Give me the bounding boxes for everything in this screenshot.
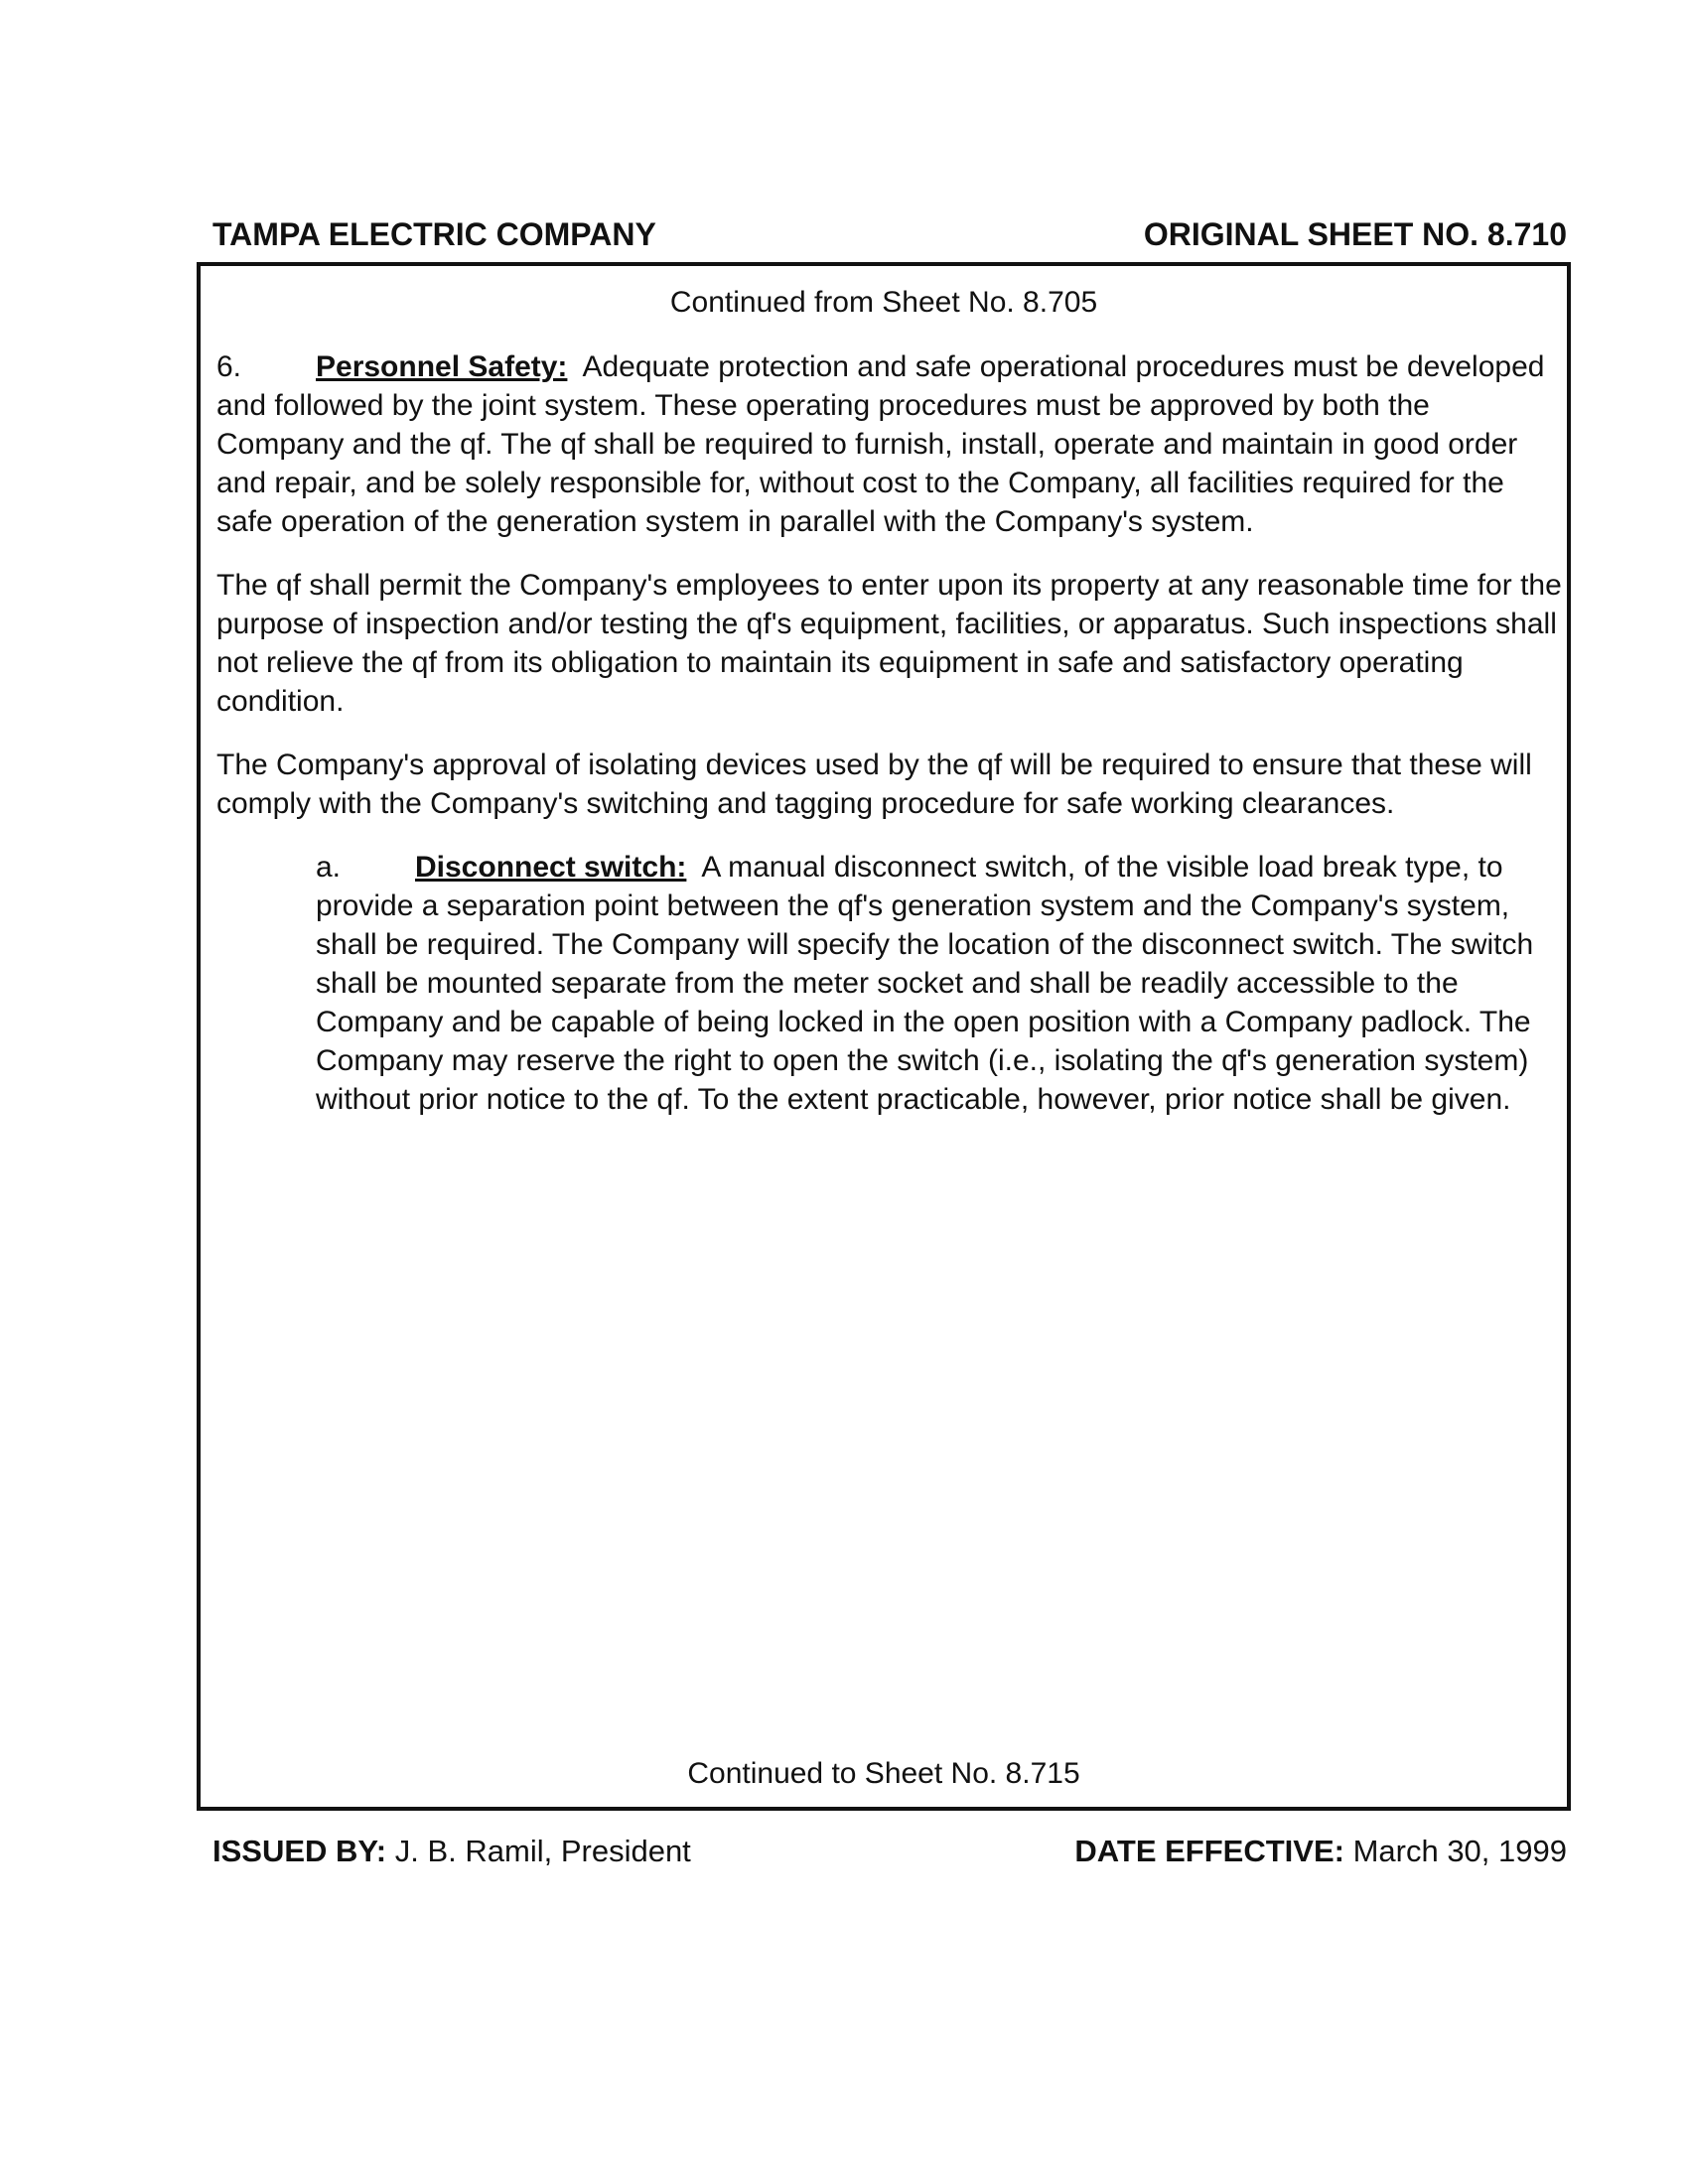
section-heading: Personnel Safety: (316, 350, 568, 383)
item-heading: Disconnect switch: (415, 851, 687, 884)
item-a-paragraph (316, 848, 1562, 1119)
section-text: Adequate protection and safe operational procedures must be developed and followed by the joint system. These operating procedures must be approved by both the Company and the qf. The qf shall be required to furnish, install, operate and maintain in good order and repair, and be solely responsible for, without cost to the Company, all facilities required for the safe operation of the generation system in parallel with the Company's system. (216, 350, 1545, 538)
inspection-paragraph: The qf shall permit the Company's employees to enter upon its property at any reasonable time for the purpose of inspection and/or testing the qf's equipment, facilities, or apparatus. Such inspections shall not relieve the qf from its obligation to maintain its equipment in safe and satisfactory operating condition. (216, 569, 1562, 718)
sheet-number: ORIGINAL SHEET NO. 8.710 (1143, 216, 1567, 252)
continued-to-note: Continued to Sheet No. 8.715 (687, 1757, 1080, 1790)
page-header (212, 216, 1567, 253)
issued-by (212, 1834, 691, 1869)
issued-by-label: ISSUED BY: (212, 1834, 387, 1868)
date-effective-value: March 30, 1999 (1352, 1834, 1567, 1868)
date-effective-label: DATE EFFECTIVE: (1074, 1834, 1344, 1868)
company-name: TAMPA ELECTRIC COMPANY (212, 216, 656, 252)
continued-from-note: Continued from Sheet No. 8.705 (669, 286, 1098, 319)
item-letter: a. (316, 851, 342, 884)
date-effective (1074, 1834, 1567, 1869)
page-footer (212, 1834, 1567, 1869)
section-number: 6. (216, 350, 242, 383)
issued-by-value: J. B. Ramil, President (394, 1834, 691, 1868)
isolating-devices-paragraph: The Company's approval of isolating devices used by the qf will be required to ensure that these will comply with the Company's switching and tagging procedure for safe working clearances. (216, 749, 1532, 820)
tariff-content-frame (197, 262, 1571, 1811)
section-6-paragraph (216, 347, 1562, 541)
item-text: A manual disconnect switch, of the visible load break type, to provide a separation point between the qf's generation system and the Company's system, shall be required. The Company will specify the location of the disconnect switch. The switch shall be mounted separate from the meter socket and shall be readily accessible to the Company and be capable of being locked in the open position with a Company padlock. The Company may reserve the right to open the switch (i.e., isolating the qf's generation system) without prior notice to the qf. To the extent practicable, however, prior notice shall be given. (316, 851, 1534, 1116)
tariff-body (216, 347, 1562, 1144)
